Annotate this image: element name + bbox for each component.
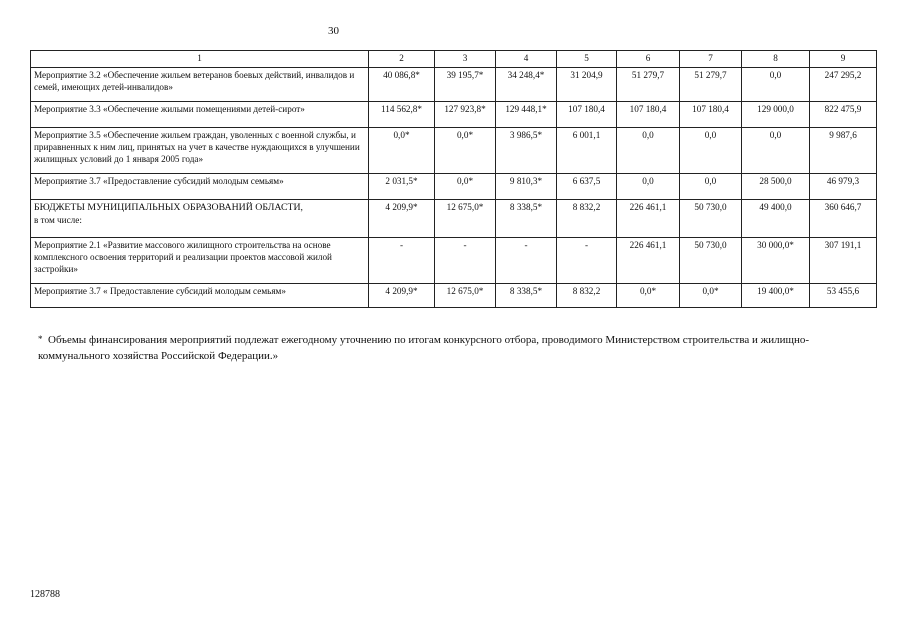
table-cell: 8 832,2: [557, 200, 617, 238]
row-label: [31, 200, 369, 238]
table-cell: -: [496, 238, 557, 284]
table-cell: 129 448,1*: [496, 102, 557, 128]
table-row: [31, 102, 877, 128]
table-cell: 49 400,0: [742, 200, 810, 238]
column-header: 3: [435, 51, 496, 68]
column-header: 9: [810, 51, 877, 68]
table-cell: 8 338,5*: [496, 284, 557, 308]
table-cell: 19 400,0*: [742, 284, 810, 308]
table-cell: 247 295,2: [810, 68, 877, 102]
table-row: [31, 200, 877, 238]
table-cell: 129 000,0: [742, 102, 810, 128]
table-cell: 0,0*: [435, 174, 496, 200]
table-cell: 34 248,4*: [496, 68, 557, 102]
table-row: [31, 284, 877, 308]
table-cell: -: [435, 238, 496, 284]
row-label: Мероприятие 2.1 «Развитие массового жилищного строительства на основе комплексного освоения территорий и реализации проектов массовой жилой застройки»: [31, 238, 369, 284]
table-cell: 107 180,4: [557, 102, 617, 128]
column-header: 7: [680, 51, 742, 68]
column-header: 4: [496, 51, 557, 68]
table-cell: 307 191,1: [810, 238, 877, 284]
table-cell: 50 730,0: [680, 200, 742, 238]
table-cell: 46 979,3: [810, 174, 877, 200]
table-cell: 360 646,7: [810, 200, 877, 238]
table-cell: 30 000,0*: [742, 238, 810, 284]
table-cell: 9 987,6: [810, 128, 877, 174]
table-cell: 4 209,9*: [369, 284, 435, 308]
table-cell: 0,0*: [435, 128, 496, 174]
table-cell: 51 279,7: [617, 68, 680, 102]
row-label: Мероприятие 3.5 «Обеспечение жильем граждан, уволенных с военной службы, и приравненных к ним лиц, принятых на учет в качестве нуждающихся в улучшении жилищных условий до 1 января 2005 года»: [31, 128, 369, 174]
section-title: БЮДЖЕТЫ МУНИЦИПАЛЬНЫХ ОБРАЗОВАНИЙ ОБЛАСТИ,: [34, 202, 303, 213]
table-cell: 127 923,8*: [435, 102, 496, 128]
funding-table: [30, 50, 877, 308]
table-cell: 31 204,9: [557, 68, 617, 102]
table-cell: 40 086,8*: [369, 68, 435, 102]
table-cell: 51 279,7: [680, 68, 742, 102]
table-cell: 53 455,6: [810, 284, 877, 308]
table-row: [31, 128, 877, 174]
table-cell: 0,0: [680, 174, 742, 200]
footnote: [38, 333, 838, 365]
row-label: Мероприятие 3.2 «Обеспечение жильем ветеранов боевых действий, инвалидов и семей, имеющих детей-инвалидов»: [31, 68, 369, 102]
table-cell: 2 031,5*: [369, 174, 435, 200]
table-cell: 6 637,5: [557, 174, 617, 200]
page-number: 30: [328, 25, 339, 37]
table-row: [31, 68, 877, 102]
table-cell: 12 675,0*: [435, 200, 496, 238]
table-cell: 107 180,4: [617, 102, 680, 128]
table-cell: 3 986,5*: [496, 128, 557, 174]
table-cell: 0,0: [742, 128, 810, 174]
table-cell: 28 500,0: [742, 174, 810, 200]
table-cell: 6 001,1: [557, 128, 617, 174]
footnote-marker: *: [38, 334, 43, 344]
header-row: [31, 51, 877, 68]
footnote-text: Объемы финансирования мероприятий подлежат ежегодному уточнению по итогам конкурсного отбора, проводимого Министерством строительства и жилищно-коммунального хозяйства Российской Федерации.»: [38, 334, 810, 362]
table-cell: 226 461,1: [617, 200, 680, 238]
document-code: 128788: [30, 589, 60, 600]
column-header: 8: [742, 51, 810, 68]
table-cell: 12 675,0*: [435, 284, 496, 308]
table-cell: 0,0*: [617, 284, 680, 308]
row-label: Мероприятие 3.3 «Обеспечение жилыми помещениями детей-сирот»: [31, 102, 369, 128]
table-cell: -: [557, 238, 617, 284]
table-cell: 0,0: [742, 68, 810, 102]
table-cell: 8 832,2: [557, 284, 617, 308]
table-cell: 107 180,4: [680, 102, 742, 128]
table-cell: 822 475,9: [810, 102, 877, 128]
table-cell: 114 562,8*: [369, 102, 435, 128]
column-header: 5: [557, 51, 617, 68]
table-cell: 0,0: [617, 174, 680, 200]
section-subtitle: в том числе:: [34, 214, 82, 225]
table-row: [31, 238, 877, 284]
table-row: [31, 174, 877, 200]
row-label: Мероприятие 3.7 « Предоставление субсидий молодым семьям»: [31, 284, 369, 308]
column-header: 6: [617, 51, 680, 68]
table-cell: 9 810,3*: [496, 174, 557, 200]
table-cell: 0,0: [680, 128, 742, 174]
table-cell: 50 730,0: [680, 238, 742, 284]
table-cell: -: [369, 238, 435, 284]
table-cell: 0,0*: [680, 284, 742, 308]
row-label: Мероприятие 3.7 «Предоставление субсидий молодым семьям»: [31, 174, 369, 200]
table-cell: 8 338,5*: [496, 200, 557, 238]
table-cell: 226 461,1: [617, 238, 680, 284]
table-cell: 4 209,9*: [369, 200, 435, 238]
table-cell: 39 195,7*: [435, 68, 496, 102]
column-header: 1: [31, 51, 369, 68]
column-header: 2: [369, 51, 435, 68]
table-cell: 0,0*: [369, 128, 435, 174]
table-cell: 0,0: [617, 128, 680, 174]
